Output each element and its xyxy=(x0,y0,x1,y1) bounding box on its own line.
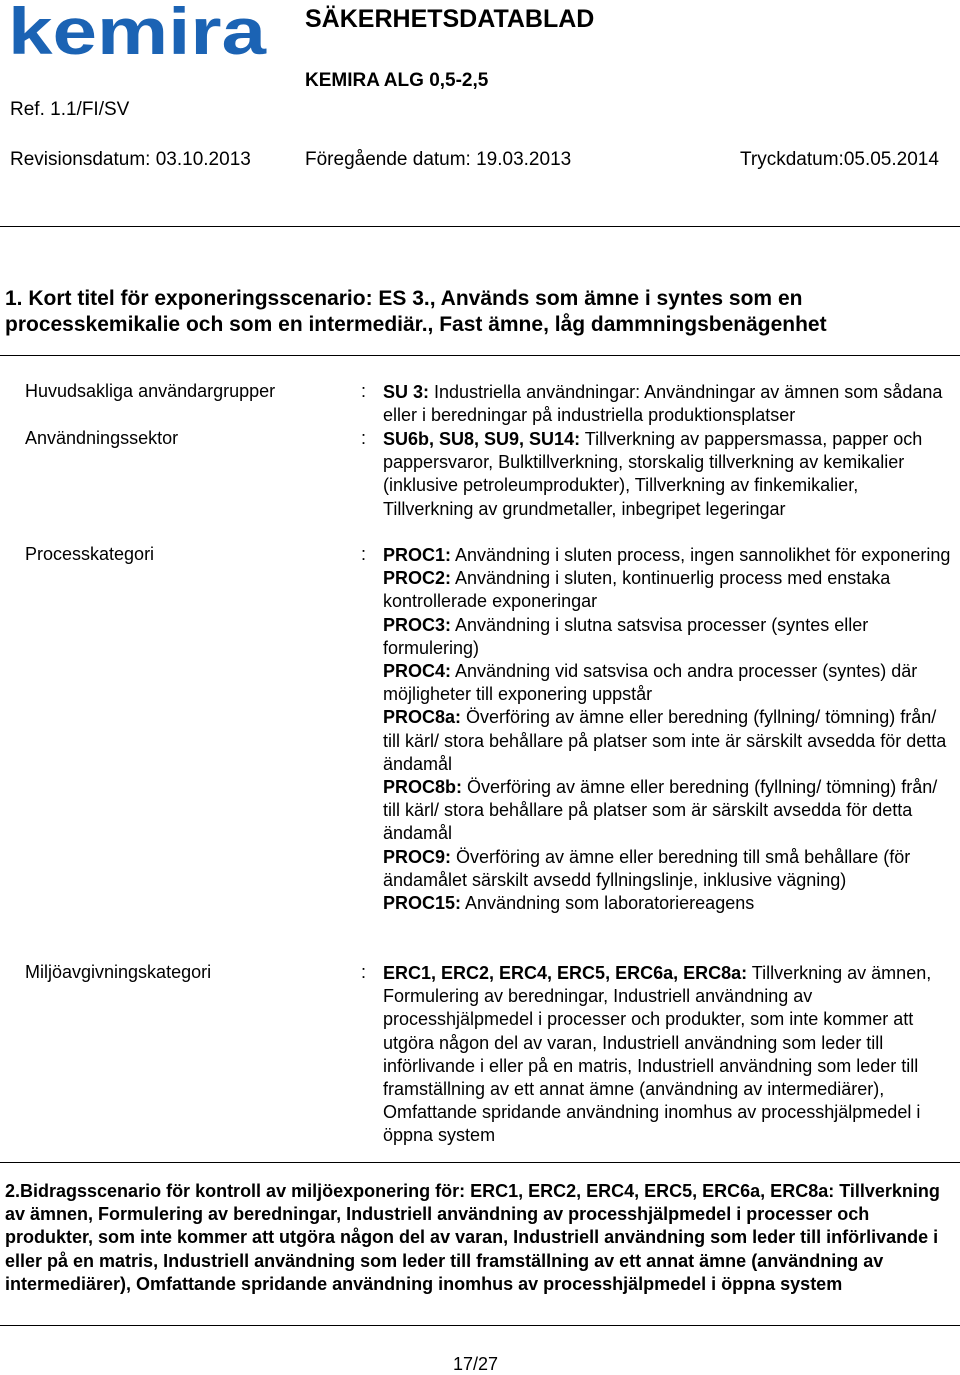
entry-code: PROC2: xyxy=(383,568,452,589)
entry-text: Användning vid satsvisa och andra processer (syntes) där möjligheter till exponering uppstår xyxy=(383,661,918,705)
entry-text: Användning i sluten, kontinuerlig process med enstaka kontrollerade exponeringar xyxy=(383,568,891,612)
page-number: 17/27 xyxy=(453,1354,499,1374)
row-value xyxy=(383,962,953,1148)
reference: Ref. 1.1/FI/SV xyxy=(10,99,130,120)
entry-code: PROC8b: xyxy=(383,777,463,798)
entry-text: Överföring av ämne eller beredning (fyllning/ tömning) från/ till kärl/ stora behållare på platser som inte är särskilt avsedda för detta ändamål xyxy=(383,707,947,774)
revision-date: Revisionsdatum: 03.10.2013 xyxy=(10,149,251,170)
entry xyxy=(383,846,953,892)
entry-code: PROC1: xyxy=(383,545,452,565)
entry xyxy=(383,892,953,915)
section-1-title: 1. Kort titel för exponeringsscenario: ES 3., Används som ämne i syntes som en processkemikalie och som en intermediär., Fast ämne, låg dammningsbenägenhet xyxy=(5,287,827,336)
product-name: KEMIRA ALG 0,5-2,5 xyxy=(305,70,489,91)
document-title: SÄKERHETSDATABLAD xyxy=(305,5,595,33)
entry-code: PROC3: xyxy=(383,614,452,635)
entry xyxy=(383,660,953,706)
entry-code: PROC9: xyxy=(383,846,452,867)
entry-code: ERC1, ERC2, ERC4, ERC5, ERC6a, ERC8a: xyxy=(383,963,748,983)
row-label: Processkategori xyxy=(25,544,155,564)
entry-code: PROC8a: xyxy=(383,707,462,728)
entry-text: Användning i slutna satsvisa processer (syntes eller formulering) xyxy=(383,614,869,658)
entry-text: Överföring av ämne eller beredning till små behållare (för ändamålet särskilt avsedd fyllningslinje, inklusive vägning) xyxy=(383,846,911,890)
row-label: Användningssektor xyxy=(25,428,179,448)
entry-text: Användning som laboratoriereagens xyxy=(461,893,755,914)
header-divider xyxy=(0,226,960,227)
entry xyxy=(383,962,953,1148)
entry xyxy=(383,614,953,660)
section-1-divider xyxy=(0,355,960,356)
section-2-bottom-divider xyxy=(0,1325,960,1326)
entry-code: SU 3: xyxy=(383,382,430,402)
row-colon: : xyxy=(361,428,367,448)
entry-text: Tillverkning av ämnen, Formulering av beredningar, Industriell användning av processhjälpmedel i processer och produkter, som inte kommer att utgöra någon del av varan, Industriell användning som leder till införlivande i eller på en matris, Industriell användning som leder till framställning av ett annat ämne (användning av intermediärer), Omfattande spridande användning inomhus av processhjälpmedel i öppna system xyxy=(383,963,932,1146)
entry xyxy=(383,381,953,427)
row-label: Huvudsakliga användargrupper xyxy=(25,381,276,401)
entry xyxy=(383,544,953,567)
row-colon: : xyxy=(361,381,367,401)
entry-text: Användning i sluten process, ingen sannolikhet för exponering xyxy=(451,545,951,565)
svg-text:kemira: kemira xyxy=(8,4,268,60)
previous-date: Föregående datum: 19.03.2013 xyxy=(305,149,572,170)
row-label: Miljöavgivningskategori xyxy=(25,962,212,982)
entry-code: SU6b, SU8, SU9, SU14: xyxy=(383,429,581,449)
section-2-top-divider xyxy=(0,1162,960,1163)
entry-code: PROC15: xyxy=(383,893,462,914)
entry xyxy=(383,428,953,521)
entry xyxy=(383,776,953,846)
row-value xyxy=(383,544,953,915)
kemira-logo xyxy=(8,4,270,60)
entry-text: Industriella användningar: Användningar av ämnen som sådana eller i beredningar på industriella produktionsplatser xyxy=(383,382,943,426)
entry-text: Tillverkning av pappersmassa, papper och pappersvaror, Bulktillverkning, storskalig tillverkning av kemikalier (inklusive petroleumprodukter), Tillverkning av finkemikalier, Tillverkning av grundmetaller, inbegripet legeringar xyxy=(383,429,923,519)
entry xyxy=(383,706,953,776)
row-colon: : xyxy=(361,544,367,564)
print-date: Tryckdatum:05.05.2014 xyxy=(740,149,939,170)
section-2-title: 2.Bidragsscenario för kontroll av miljöexponering för: ERC1, ERC2, ERC4, ERC5, ERC6a, ERC8a: Tillverkning av ämnen, Formulering av beredningar, Industriell användning av processhjälpmedel i processer och produkter, som inte kommer att utgöra någon del av varan, Industriell användning som leder till införlivande i eller på en matris, Industriell användning som leder till framställning av ett annat ämne (användning av intermediärer), Omfattande spridande användning inomhus av processhjälpmedel i öppna system xyxy=(5,1181,940,1294)
entry-code: PROC4: xyxy=(383,661,452,682)
entry xyxy=(383,567,953,613)
row-colon: : xyxy=(361,962,367,982)
entry-text: Överföring av ämne eller beredning (fyllning/ tömning) från/ till kärl/ stora behållare på platser som är särskilt avsedda för detta ändamål xyxy=(383,777,938,844)
row-value xyxy=(383,381,953,427)
row-value xyxy=(383,428,953,521)
